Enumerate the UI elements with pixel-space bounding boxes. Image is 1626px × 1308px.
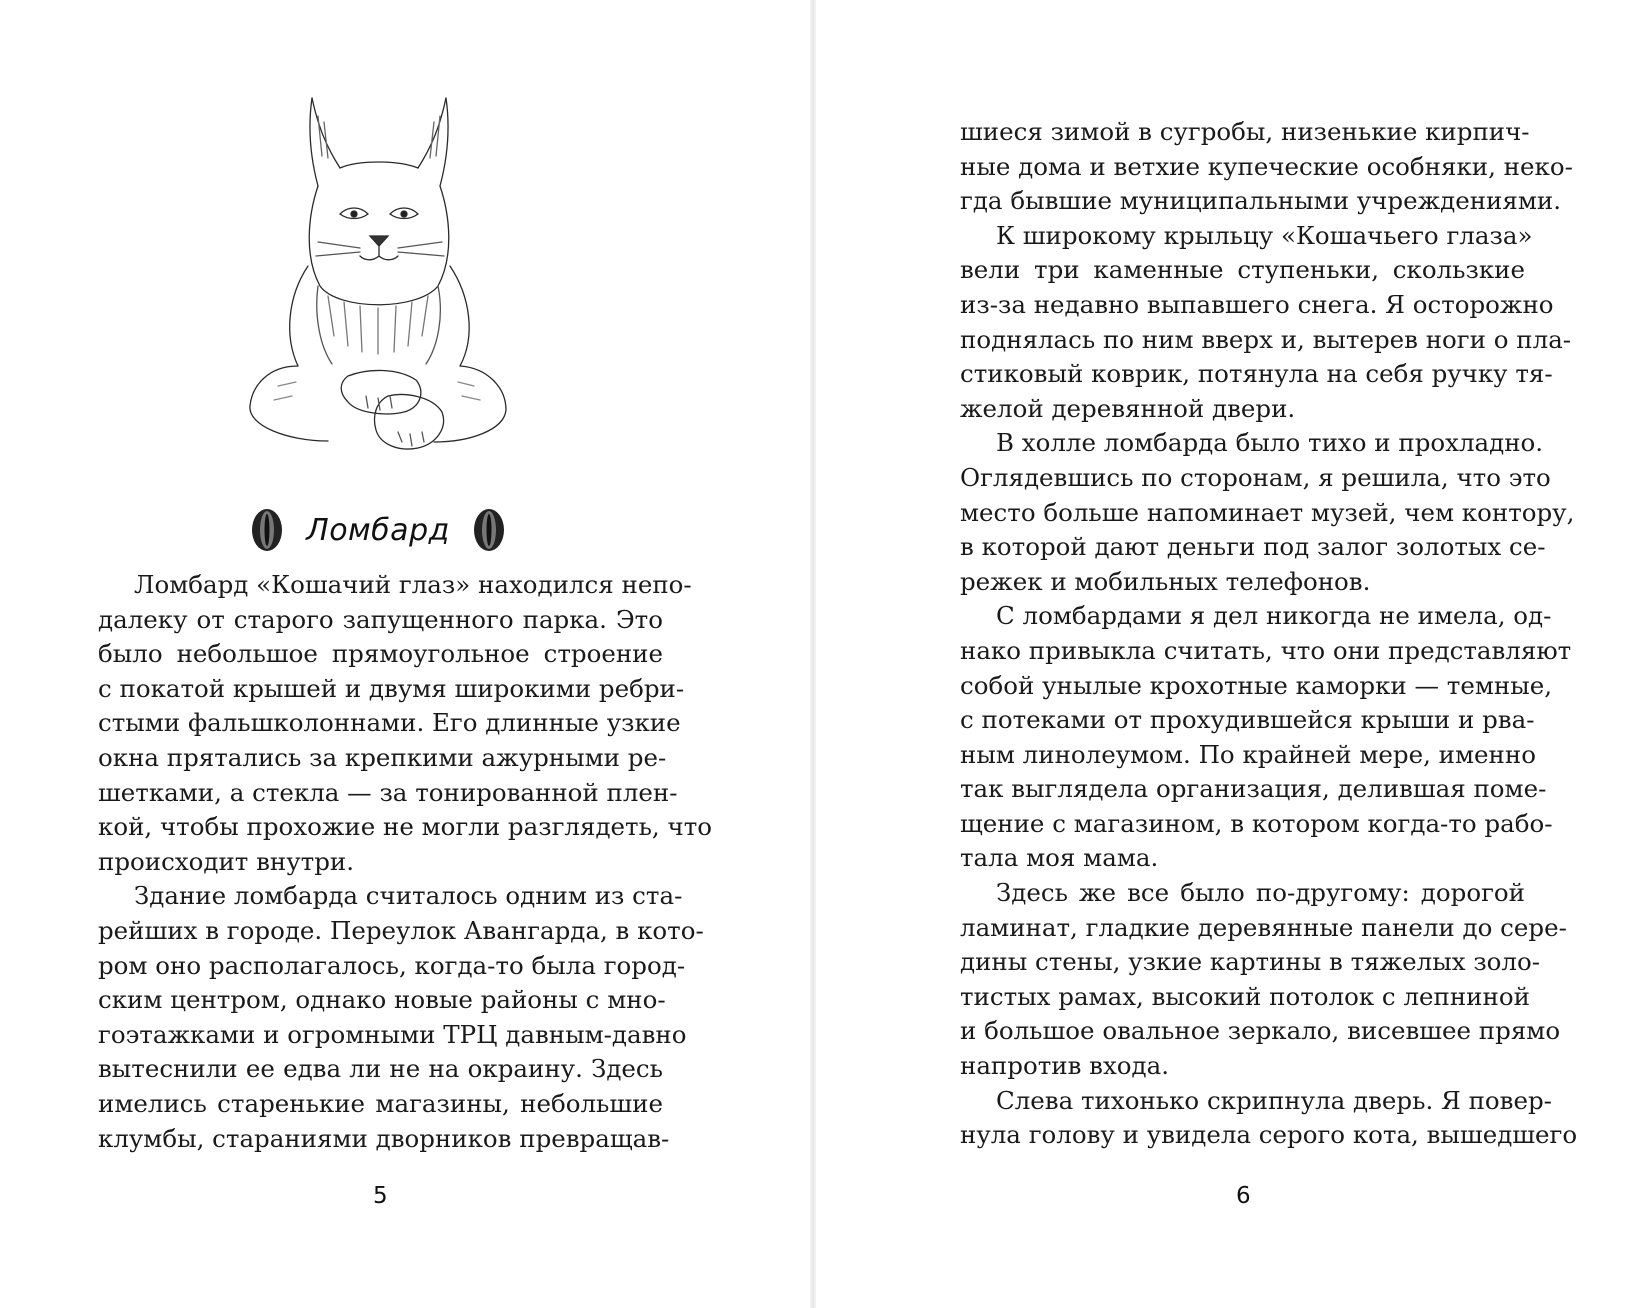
text-line: желой деревянной двери. [960,393,1296,423]
body-text-left [98,568,712,1156]
text-line: происходит внутри. [98,846,355,876]
right-page [816,0,1626,1308]
text-line: и большое овальное зеркало, висевшее прямо [960,1016,1561,1046]
text-line: нула голову и увидела серого кота, вышедшего [960,1120,1578,1150]
page-number: 5 [373,1183,388,1209]
text-line: ром оно располагалось, когда-то была город- [98,950,686,980]
text-line: шиеся зимой в сугробы, низенькие кирпич- [960,117,1530,146]
text-line: стиковый коврик, потянула на себя ручку тя- [960,359,1553,389]
text-line: поднялась по ним вверх и, вытерев ноги о пла- [960,324,1572,354]
text-line: место больше напоминает музей, чем контору, [960,497,1575,527]
text-line: тала моя мама. [960,843,1159,873]
text-line: кой, чтобы прохожие не могли разглядеть, что [98,812,712,842]
text-line: стыми фальшколоннами. Его длинные узкие [98,708,681,738]
text-line: с потеками от прохудившейся крыши и рва- [960,705,1535,735]
text-line: С ломбардами я дел никогда не имела, од- [996,601,1552,631]
text-line: было небольшое прямоугольное строение [98,639,663,669]
text-line: нако привыкла считать, что они представляют [960,635,1572,665]
text-line: Оглядевшись по сторонам, я решила, что это [960,462,1551,492]
text-line: собой унылые крохотные каморки — темные, [960,670,1553,700]
text-line: рейших в городе. Переулок Авангарда, в кото- [98,915,704,945]
text-line: ным линолеумом. По крайней мере, именно [960,739,1536,769]
text-line: из-за недавно выпавшего снега. Я осторожно [960,289,1554,319]
text-line: вели три каменные ступеньки, скользкие [960,255,1525,285]
text-line: напротив входа. [960,1051,1170,1081]
body-text-right [960,115,1578,1153]
text-line: в которой дают деньги под залог золотых се- [960,532,1546,562]
text-line: Слева тихонько скрипнула дверь. Я повер- [996,1085,1552,1115]
text-line: дины стены, узкие картины в тяжелых золо- [960,947,1541,977]
cat-sketch-icon [248,96,508,468]
left-page [0,0,810,1308]
text-line: гоэтажками и огромными ТРЦ давным-давно [98,1019,687,1049]
chapter-heading [248,505,508,555]
text-line: клумбы, стараниями дворников превращав- [98,1123,670,1153]
cat-eye-icon [472,507,506,553]
text-line: В холле ломбарда было тихо и прохладно. [996,428,1544,458]
text-line: гда бывшие муниципальными учреждениями. [960,186,1562,216]
text-line: с покатой крышей и двумя широкими ребри- [98,673,685,703]
text-line: имелись старенькие магазины, небольшие [98,1088,663,1118]
text-line: Здание ломбарда считалось одним из ста- [134,881,683,911]
cat-illustration [248,96,508,468]
text-line: Здесь же все было по-другому: дорогой [996,878,1525,908]
text-line: вытеснили ее едва ли не на окраину. Здесь [98,1054,663,1084]
chapter-title: Ломбард [306,512,450,548]
cat-eye-icon [250,507,284,553]
text-line: щение с магазином, в котором когда-то рабо- [960,808,1553,838]
page-number: 6 [1236,1183,1251,1209]
text-line: ламинат, гладкие деревянные панели до сере- [960,912,1567,942]
text-line: К широкому крыльцу «Кошачьего глаза» [996,220,1533,250]
text-line: ским центром, однако новые районы с мно- [98,985,666,1015]
text-line: окна прятались за крепкими ажурными ре- [98,742,667,772]
text-line: режек и мобильных телефонов. [960,566,1371,596]
text-line: тистых рамах, высокий потолок с лепниной [960,981,1530,1011]
text-line: так выглядела организация, делившая поме- [960,774,1547,804]
text-line: ные дома и ветхие купеческие особняки, неко- [960,151,1573,181]
text-line: Ломбард «Кошачий глаз» находился непо- [134,570,692,599]
text-line: далеку от старого запущенного парка. Это [98,604,663,634]
text-line: шетками, а стекла — за тонированной плен- [98,777,678,807]
